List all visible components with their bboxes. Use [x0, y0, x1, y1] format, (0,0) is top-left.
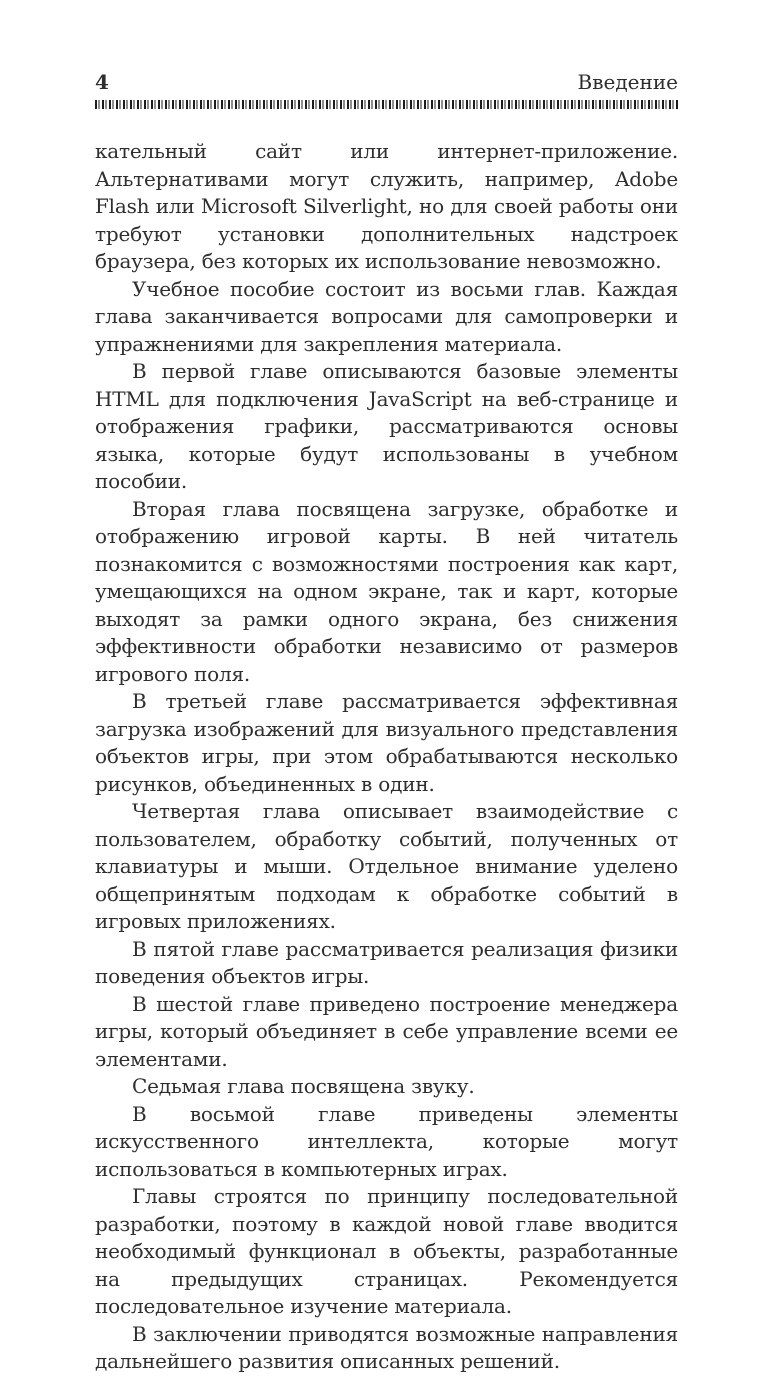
- paragraph: В первой главе описываются базовые элементы HTML для подключения JavaScript на веб-странице и отображения графики, рассматриваются основы языка, которые будут использованы в учебном пособии.: [95, 359, 678, 493]
- paragraph: В восьмой главе приведены элементы искусственного интеллекта, которые могут использоваться в компьютерных играх.: [95, 1101, 678, 1181]
- paragraph: Вторая глава посвящена загрузке, обработке и отображению игровой карты. В ней читатель познакомится с возможностями построения как карт, умещающихся на одном экране, так и карт, которые выходят за рамки одного экрана, без снижения эффективности обработки независимо от размеров игрового поля.: [95, 496, 678, 686]
- paragraph: Четвертая глава описывает взаимодействие с пользователем, обработку событий, полученных от клавиатуры и мыши. Отдельное внимание уделено общепринятым подходам к обработке событий в игровых приложениях.: [95, 799, 678, 933]
- page-number: 4: [95, 70, 110, 94]
- running-header: [95, 70, 678, 94]
- paragraph: Главы строятся по принципу последовательной разработки, поэтому в каждой новой главе вводится необходимый функционал в объекты, разработанные на предыдущих страницах. Рекомендуется последовательное изучение материала.: [95, 1184, 678, 1318]
- paragraph: кательный сайт или интернет-приложение. Альтернативами могут служить, например, Adobe Flash или Microsoft Silverlight, но для своей работы они требуют установки дополнительных надстроек браузера, без которых их использование невозможно.: [95, 139, 678, 273]
- paragraph: В пятой главе рассматривается реализация физики поведения объектов игры.: [95, 936, 678, 988]
- paragraph: В заключении приводятся возможные направления дальнейшего развития описанных решений.: [95, 1321, 678, 1373]
- paragraph: Учебное пособие состоит из восьми глав. Каждая глава заканчивается вопросами для самопроверки и упражнениями для закрепления материала.: [95, 276, 678, 356]
- running-head-title: Введение: [577, 70, 678, 94]
- body-text: [95, 138, 678, 1376]
- paragraph: В шестой главе приведено построение менеджера игры, который объединяет в себе управление всеми ее элементами.: [95, 991, 678, 1071]
- paragraph: В третьей главе рассматривается эффективная загрузка изображений для визуального представления объектов игры, при этом обрабатываются несколько рисунков, объединенных в один.: [95, 689, 678, 796]
- paragraph: Седьмая глава посвящена звуку.: [132, 1074, 475, 1098]
- book-page: [95, 0, 678, 1373]
- header-divider-rule: [95, 100, 678, 109]
